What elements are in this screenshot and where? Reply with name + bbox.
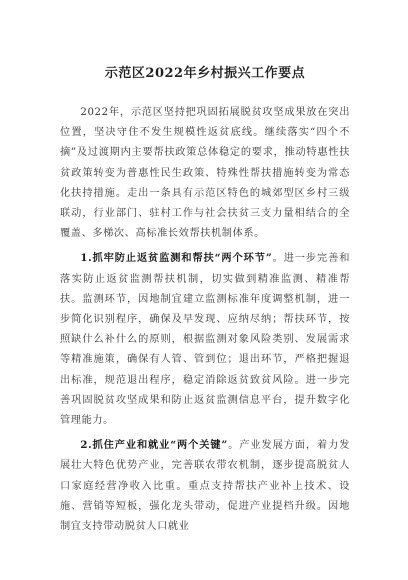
- paragraph-section-2: [60, 435, 350, 537]
- paragraph-text: 2022年，示范区坚持把巩固拓展脱贫攻坚成果放在突出位置，坚决守住不发生规模性返贫底线。继续落实“四个不摘”及过渡期内主要帮扶政策总体稳定的要求，推动特惠性扶贫政策转变为普惠性民生政策、特殊性帮扶措施转变为常态化扶持措施。走出一条具有示范区特色的城郊型区乡村三级联动，行业部门、驻村工作与社会扶贫三支力量相结合的全覆盖、多梯次、高标准长效帮扶机制体系。: [60, 107, 350, 240]
- section-heading: 2.抓住产业和就业“两个关键”: [80, 439, 228, 452]
- paragraph-text: 。进一步完善和落实防止返贫监测帮扶机制，切实做到精准监测、精准帮扶。监测环节，因地制宜建立监测标准年度调整机制，进一步简化识别程序，确保及早发现、应纳尽纳；帮扶环节，按照缺什么补什么的原则，根据监测对象风险类别、发展需求等精准施策，确保有人管、管到位；退出环节，严格把握退出标准，规范退出程序，稳定消除返贫致贫风险。进一步完善巩固脱贫攻坚成果和防止返贫监测信息平台，提升数字化管理能力。: [60, 253, 350, 427]
- paragraph-text: 。产业发展方面，着力发展壮大特色优势产业，完善联农带农机制，逐步提高脱贫人口家庭经营净收入比重。重点支持帮扶产业补上技术、设施、营销等短板，强化龙头带动，促进产业提档升级。因地制宜支持带动脱贫人口就业: [60, 440, 350, 533]
- section-heading: 1.抓牢防止返贫监测和帮扶“两个环节”: [80, 252, 273, 265]
- paragraph-section-1: [60, 248, 350, 431]
- paragraph-intro: [60, 103, 350, 244]
- document-title: 示范区2022年乡村振兴工作要点: [104, 66, 306, 81]
